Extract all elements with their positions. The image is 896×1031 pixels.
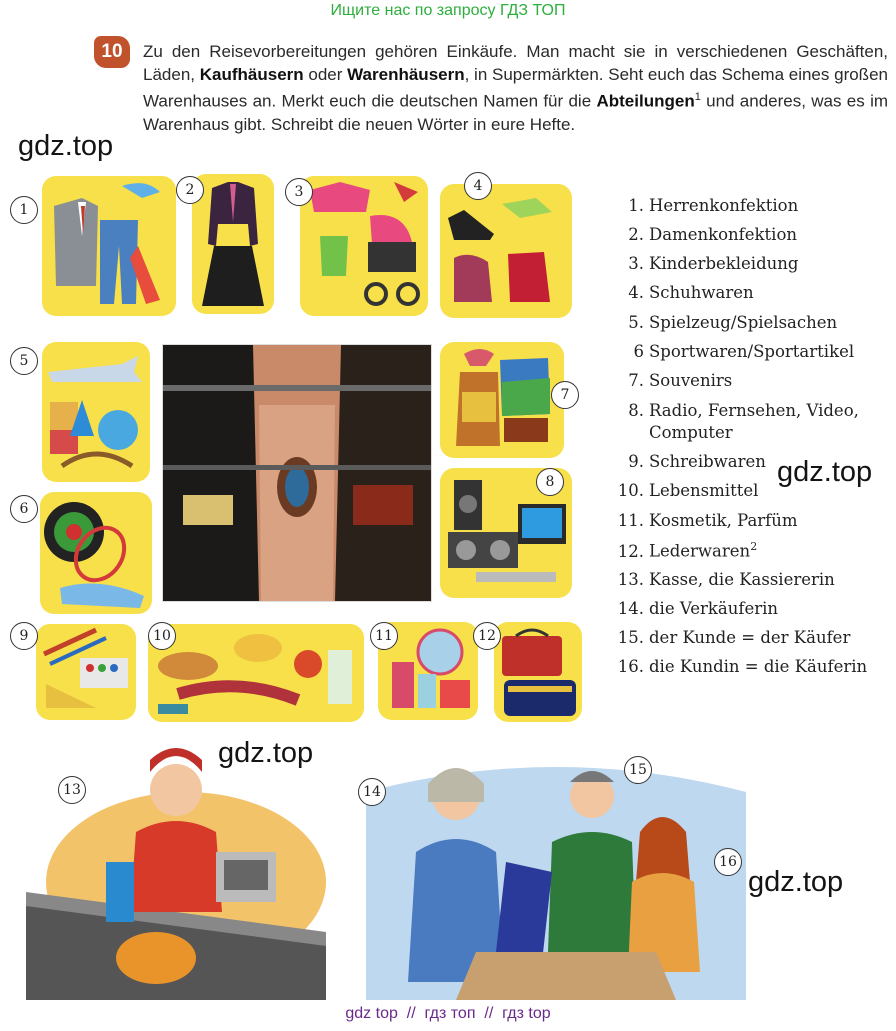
legend-label: Spielzeug/Spielsachen: [649, 313, 838, 332]
legend-number: 12.: [617, 541, 644, 561]
legend-item: [612, 313, 894, 332]
legend-item: [612, 401, 894, 420]
legend-number: 15.: [617, 628, 644, 647]
legend-number: 2.: [628, 225, 644, 244]
food-icon: [148, 624, 364, 722]
legend-number: 8.: [628, 401, 644, 420]
number-badge: 10: [148, 622, 176, 650]
number-badge: 13: [58, 776, 86, 804]
legend-label: Schuhwaren: [649, 283, 754, 302]
legend-item: [612, 423, 894, 442]
legend-label: Kosmetik, Parfüm: [649, 511, 798, 530]
illustration-kasse-kassiererin: [26, 732, 326, 1000]
legend-item: [612, 225, 894, 244]
number-badge: 4: [464, 172, 492, 200]
legend-number: 13.: [617, 570, 644, 589]
number-badge: 6: [10, 495, 38, 523]
legend-label: Kasse, die Kassiererin: [649, 570, 835, 589]
cashier-scene-icon: [26, 732, 326, 1000]
leather-goods-icon: [494, 622, 582, 722]
legend-number: 7.: [628, 371, 644, 390]
watermark: gdz.top: [18, 130, 114, 162]
shoes-icon: [440, 184, 572, 318]
legend-label: Souvenirs: [649, 371, 733, 390]
illustration-damenkonfektion: [192, 174, 274, 314]
legend-item: [612, 254, 894, 273]
legend-label: Schreibwaren: [649, 452, 766, 471]
legend-item: [612, 371, 894, 390]
sports-icon: [40, 492, 152, 614]
task-text: [143, 40, 888, 136]
illustration-lebensmittel: [148, 624, 364, 722]
number-badge: 14: [358, 778, 386, 806]
legend-label: Damenkonfektion: [649, 225, 798, 244]
task-text-part: und anderes, was es im Warenhaus gibt. Schreibt die neuen Wörter in eure Hefte.: [143, 91, 889, 134]
legend-label: die Kundin = die Käuferin: [649, 657, 868, 676]
legend-item: [612, 342, 894, 361]
watermark: gdz.top: [748, 866, 844, 898]
footnote-mark: 1: [694, 91, 701, 103]
toys-icon: [42, 342, 150, 482]
legend-item: [612, 452, 894, 471]
souvenirs-icon: [440, 342, 564, 458]
legend-label: Lebensmittel: [649, 481, 759, 500]
number-badge: 12: [473, 622, 501, 650]
department-store-photo: [162, 344, 432, 602]
illustration-kinderbekleidung: [300, 176, 428, 316]
illustration-spielzeug: [42, 342, 150, 482]
illustration-herrenkonfektion: [42, 176, 176, 316]
illustration-schuhwaren: [440, 184, 572, 318]
footnote-mark: 2: [750, 540, 758, 553]
legend-number: 16.: [617, 657, 644, 676]
legend-label: der Kunde = der Käufer: [649, 628, 851, 647]
illustration-sportwaren: [40, 492, 152, 614]
top-banner[interactable]: Ищите нас по запросу ГДЗ ТОП: [330, 2, 566, 19]
illustration-souvenirs: [440, 342, 564, 458]
task-text-part: Zu den Reisevorbereitungen gehören Einkäufe. Man macht sie in verschiedenen Geschäften, Läden,: [143, 42, 888, 84]
legend-number: 5.: [628, 313, 644, 332]
illustration-lederwaren: [494, 622, 582, 722]
legend-number: 9.: [628, 452, 644, 471]
legend-label: Kinderbekleidung: [649, 254, 799, 273]
legend-number: 6: [633, 342, 644, 361]
legend-number: 10.: [617, 481, 644, 500]
legend-item: [612, 657, 894, 676]
legend-number: 11.: [617, 511, 644, 530]
mall-interior-image: [163, 345, 431, 601]
number-badge: 2: [176, 176, 204, 204]
legend-label: Radio, Fernsehen, Video,: [649, 401, 859, 420]
illustration-schreibwaren: [36, 624, 136, 720]
legend-label: die Verkäuferin: [649, 599, 779, 618]
footer-links[interactable]: gdz top // гдз топ // гдз top: [345, 1005, 551, 1022]
task-text-part: , in Supermärkten. Seht euch das Schema eines großen Warenhauses an. Merkt euch die deutschen Namen für die: [143, 65, 888, 111]
stationery-icon: [36, 624, 136, 720]
legend-label: Computer: [649, 423, 733, 442]
illustration-verkaeuferin-kunden: [356, 752, 756, 1000]
legend-label: Lederwaren: [649, 541, 751, 561]
term-kaufhaeuser: Kaufhäusern: [199, 65, 304, 84]
number-badge: 16: [714, 848, 742, 876]
legend-item: [612, 540, 894, 561]
legend-item: [612, 283, 894, 302]
dress-icon: [192, 174, 274, 314]
number-badge: 7: [551, 381, 579, 409]
number-badge: 5: [10, 347, 38, 375]
legend-label: Herrenkonfektion: [649, 196, 799, 215]
number-badge: 1: [10, 196, 38, 224]
legend-item: [612, 196, 894, 215]
legend-label: Sportwaren/Sportartikel: [649, 342, 855, 361]
number-badge: 8: [536, 468, 564, 496]
legend-number: 14.: [617, 599, 644, 618]
legend-item: [612, 511, 894, 530]
term-warenhaeuser: Warenhäusern: [347, 65, 465, 84]
legend-number: 4.: [628, 283, 644, 302]
task-number-badge: 10: [94, 36, 130, 68]
legend-number: 1.: [628, 196, 644, 215]
number-badge: 11: [370, 622, 398, 650]
suit-icon: [42, 176, 176, 316]
legend-item: [612, 628, 894, 647]
watermark: gdz.top: [777, 456, 873, 488]
childrens-clothes-icon: [300, 176, 428, 316]
number-badge: 3: [285, 178, 313, 206]
shopping-scene-icon: [356, 752, 756, 1000]
number-badge: 9: [10, 622, 38, 650]
legend-item: [612, 481, 894, 500]
number-badge: 15: [624, 756, 652, 784]
term-abteilungen: Abteilungen: [596, 91, 695, 111]
legend-item: [612, 570, 894, 589]
watermark: gdz.top: [218, 737, 314, 769]
task-text-part: oder: [303, 65, 348, 84]
legend-item: [612, 599, 894, 618]
legend-number: 3.: [628, 254, 644, 273]
